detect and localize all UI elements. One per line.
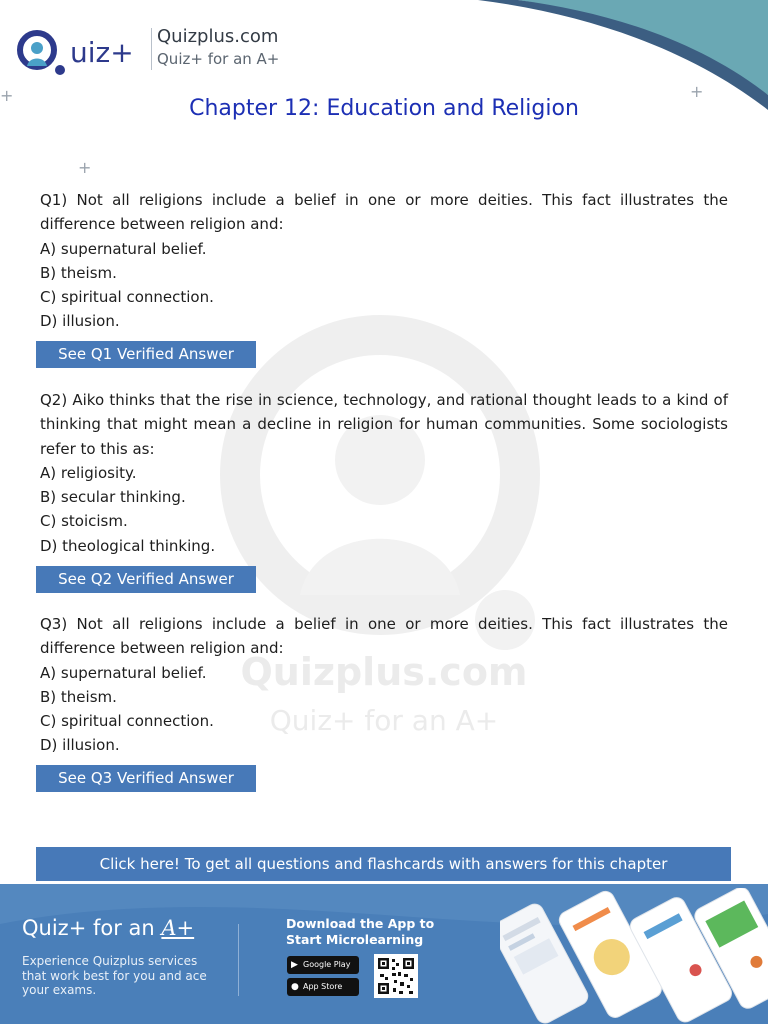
question-3 (40, 612, 728, 758)
footer-tagline-prefix: Quiz+ for an (22, 916, 155, 940)
app-store-label: App Store (303, 982, 343, 991)
option-d: D) illusion. (40, 312, 120, 331)
site-name[interactable]: Quizplus.com (157, 26, 279, 47)
watermark-tagline: Quiz+ for an A+ (269, 704, 499, 737)
option-c: C) stoicism. (40, 512, 128, 531)
option-c: C) spiritual connection. (40, 712, 214, 731)
question-1 (40, 188, 728, 334)
get-all-questions-button[interactable]: Click here! To get all questions and flashcards with answers for this chapter (36, 847, 731, 881)
question-text: Q3) Not all religions include a belief in one or more deities. This fact illustrates the difference between religion and: (40, 615, 728, 658)
google-play-button[interactable] (287, 956, 359, 974)
option-d: D) theological thinking. (40, 536, 216, 555)
quizplus-logo (16, 26, 150, 78)
plus-decoration: + (0, 86, 14, 105)
footer-tagline (22, 916, 194, 940)
app-promo-banner[interactable] (0, 884, 768, 1024)
option-a: A) supernatural belief. (40, 239, 207, 258)
option-b: B) secular thinking. (40, 488, 186, 507)
plus-decoration: + (78, 158, 92, 177)
logo-wordmark: uiz+ (70, 36, 134, 69)
see-q3-answer-button[interactable]: See Q3 Verified Answer (36, 765, 256, 792)
watermark-site: Quizplus.com (240, 650, 528, 694)
footer-divider (238, 924, 239, 996)
option-d: D) illusion. (40, 736, 120, 755)
logo-divider (151, 28, 152, 70)
apple-icon: ● (291, 982, 299, 992)
option-b: B) theism. (40, 263, 117, 282)
option-a: A) supernatural belief. (40, 663, 207, 682)
question-text: Q1) Not all religions include a belief in one or more deities. This fact illustrates the difference between religion and: (40, 191, 728, 234)
see-q1-answer-button[interactable]: See Q1 Verified Answer (36, 341, 256, 368)
qr-code-icon[interactable] (374, 954, 418, 998)
option-c: C) spiritual connection. (40, 288, 214, 307)
footer-tagline-grade: A+ (161, 916, 195, 940)
question-text: Q2) Aiko thinks that the rise in science, technology, and rational thought leads to a kind of thinking that might mean a decline in religion for human communities. Some sociologists refer to this as: (40, 391, 728, 458)
question-2 (40, 388, 728, 558)
site-tagline: Quiz+ for an A+ (157, 50, 280, 68)
play-store-icon: ▶ (291, 960, 298, 970)
google-play-label: Google Play (303, 960, 351, 969)
footer-subtext: Experience Quizplus services that work best for you and ace your exams. (22, 954, 207, 997)
download-heading: Download the App to Start Microlearning (286, 916, 435, 947)
plus-decoration: + (690, 82, 704, 101)
app-phones-illustration (500, 888, 768, 1024)
app-store-button[interactable] (287, 978, 359, 996)
option-b: B) theism. (40, 687, 117, 706)
corner-wave-decoration (478, 0, 768, 110)
option-a: A) religiosity. (40, 463, 137, 482)
see-q2-answer-button[interactable]: See Q2 Verified Answer (36, 566, 256, 593)
page-title: Chapter 12: Education and Religion (189, 96, 579, 121)
